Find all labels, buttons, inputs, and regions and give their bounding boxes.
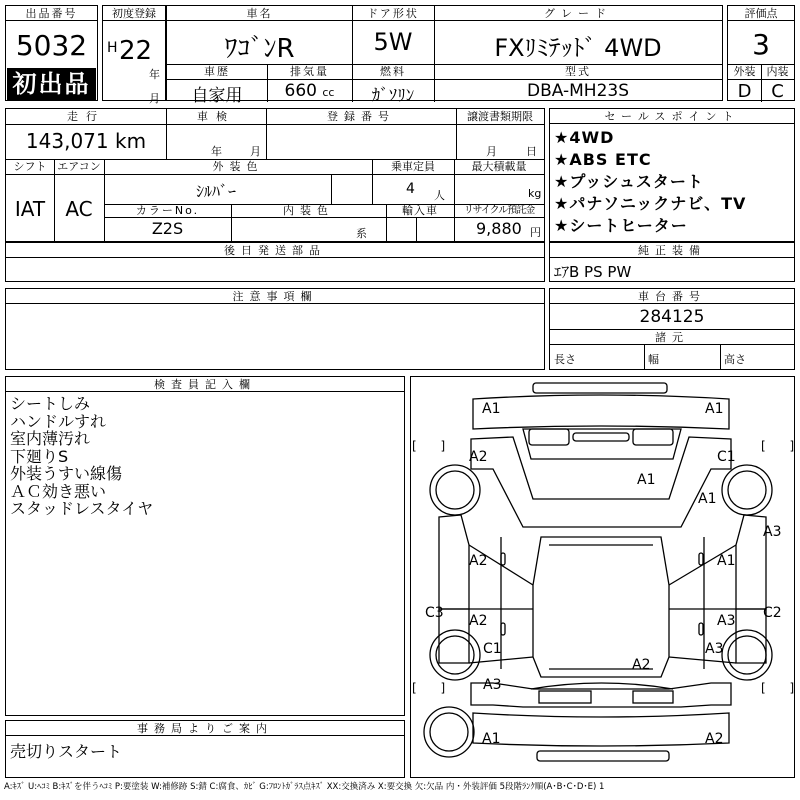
damage-mark: A2 xyxy=(469,553,488,569)
shift: IAT xyxy=(14,197,46,221)
equipment-box xyxy=(549,242,795,282)
exterior-color: ｼﾙﾊﾞｰ xyxy=(195,182,236,201)
empty-bracket: [ ] xyxy=(761,439,795,453)
notes-box xyxy=(5,288,545,370)
month-unit: 月 xyxy=(149,92,160,105)
inspector-note: シートしみ xyxy=(10,394,91,413)
capacity-label: 乗車定員 xyxy=(391,160,435,173)
car-diagram xyxy=(411,377,794,777)
damage-mark: A3 xyxy=(717,613,736,629)
inspector-label: 検査員記入欄 xyxy=(6,377,404,392)
inspector-note: スタッドレスタイヤ xyxy=(10,499,154,518)
capacity-unit: 人 xyxy=(434,189,445,202)
equipment-value: ｴｱB PS PW xyxy=(554,263,632,281)
fuel-label: 燃料 xyxy=(380,65,406,78)
reg-number-label: 登録番号 xyxy=(327,110,395,123)
sales-point-item: ★ABS ETC xyxy=(554,150,652,169)
color-number: Z2S xyxy=(151,219,184,238)
year-unit: 年 xyxy=(149,68,160,81)
interior-label: 内装 xyxy=(766,65,789,78)
history-label: 車歴 xyxy=(204,65,230,78)
interior-color-label: 内装色 xyxy=(283,204,334,217)
empty-bracket: [ ] xyxy=(412,439,446,453)
color-number-label: カラーNo. xyxy=(135,204,200,217)
era-letter: H xyxy=(107,40,118,56)
main-spec-box xyxy=(166,5,723,106)
transfer-month-unit: 月 xyxy=(486,145,497,158)
equipment-label: 純正装備 xyxy=(550,243,794,258)
inspector-note: ハンドルすれ xyxy=(10,411,107,431)
damage-mark: A1 xyxy=(705,401,724,417)
detail-grid xyxy=(5,108,545,242)
sales-points-label: セールスポイント xyxy=(550,109,794,124)
grade: FXﾘﾐﾃｯﾄﾞ 4WD xyxy=(494,34,662,62)
score: 3 xyxy=(752,28,770,61)
sales-points-list xyxy=(554,127,746,237)
recycle-amount: 9,880 xyxy=(476,219,522,238)
exterior-grade: D xyxy=(737,81,752,102)
car-name-label: 車名 xyxy=(167,6,352,21)
capacity: 4 xyxy=(406,181,415,197)
door-type: 5W xyxy=(373,28,413,56)
grade-label: グレード xyxy=(434,6,722,21)
interior-grade: C xyxy=(771,81,784,102)
fuel: ｶﾞｿﾘﾝ xyxy=(371,86,415,106)
lot-number-box xyxy=(5,5,98,101)
displacement xyxy=(267,81,352,101)
door-type-label: ドア形状 xyxy=(352,6,434,21)
inspection-label: 車検 xyxy=(197,110,235,123)
inspector-note: 外装うすい線傷 xyxy=(10,464,123,483)
exterior-color-label: 外装色 xyxy=(212,160,264,173)
damage-mark: A3 xyxy=(483,677,502,693)
footer-legend: A:ｷｽﾞ U:ﾍｺﾐ B:ｷｽﾞを伴うﾍｺﾐ P:要塗装 W:補修跡 S:錆 C:腐食、ｶﾋﾞ G:ﾌﾛﾝﾄｶﾞﾗｽ点ｷｽﾞ XX:交換済み X:要交換 欠:欠品 内・外装評価 5段階ﾗﾝｸ順(A･B･C･D･E) 1 xyxy=(4,782,605,792)
width-label: 幅 xyxy=(648,353,659,366)
inspector-notes-list xyxy=(10,395,153,518)
ac-label: エアコン xyxy=(57,160,101,173)
chassis-number: 284125 xyxy=(639,307,705,327)
sales-point-item: ★プッシュスタート xyxy=(554,172,704,191)
score-label: 評価点 xyxy=(728,6,794,21)
air-conditioner: AC xyxy=(65,197,93,221)
first-listing-badge xyxy=(7,68,96,100)
transfer-label: 譲渡書類期限 xyxy=(467,110,533,123)
sales-point-item: ★シートヒーター xyxy=(554,216,688,235)
dimensions-label: 諸元 xyxy=(550,330,794,345)
damage-mark: C2 xyxy=(763,605,782,621)
damage-mark: C3 xyxy=(425,605,444,621)
office-label: 事務局よりご案内 xyxy=(6,721,404,736)
shift-label: シフト xyxy=(13,160,47,173)
length-label: 長さ xyxy=(554,353,576,366)
office-box xyxy=(5,720,405,778)
transfer-day-unit: 日 xyxy=(526,145,537,158)
exterior-label: 外装 xyxy=(733,65,756,78)
recycle-unit: 円 xyxy=(530,226,541,239)
mileage-label: 走行 xyxy=(67,110,105,123)
office-message: 売切りスタート xyxy=(10,742,123,761)
damage-mark: A1 xyxy=(637,472,656,488)
damage-mark: A1 xyxy=(482,731,501,747)
recycle-label: リサイクル預託金 xyxy=(463,205,535,216)
mileage: 143,071 km xyxy=(25,129,147,153)
damage-mark: C1 xyxy=(717,449,736,465)
sales-point-item: ★パナソニックナビ、TV xyxy=(554,194,747,213)
chassis-label: 車台番号 xyxy=(550,289,794,304)
history: 自家用 xyxy=(191,86,243,106)
inspector-note: 室内薄汚れ xyxy=(10,429,91,448)
inspector-note: ＡＣ効き悪い xyxy=(10,481,107,501)
displacement-value: 660 xyxy=(284,81,317,101)
first-registration-label: 初度登録 xyxy=(103,6,165,21)
load-unit: kg xyxy=(528,187,542,200)
lot-number: 5032 xyxy=(15,29,88,62)
import-label: 輸入車 xyxy=(402,204,438,217)
inspection-month-unit: 月 xyxy=(250,145,261,158)
later-parts-box xyxy=(5,242,545,282)
first-listing-text: 初出品 xyxy=(12,70,91,98)
displacement-label: 排気量 xyxy=(290,65,329,78)
notes-label: 注意事項欄 xyxy=(6,289,544,304)
car-name: ﾜｺﾞﾝR xyxy=(224,34,295,64)
damage-mark: C1 xyxy=(483,641,502,657)
empty-bracket: [ ] xyxy=(412,681,446,695)
damage-mark: A3 xyxy=(763,524,782,540)
damage-mark: A2 xyxy=(469,613,488,629)
chassis-box xyxy=(549,288,795,370)
damage-mark: A3 xyxy=(705,641,724,657)
registration-year: 22 xyxy=(119,36,153,66)
height-label: 高さ xyxy=(724,353,746,366)
damage-mark: A2 xyxy=(705,731,724,747)
inspector-box xyxy=(5,376,405,716)
damage-mark: A2 xyxy=(632,657,651,673)
inspection-year-unit: 年 xyxy=(211,145,222,158)
score-box xyxy=(727,5,795,101)
inspector-note: 下廻りS xyxy=(10,446,69,466)
max-load-label: 最大積載量 xyxy=(471,160,527,173)
damage-map-box xyxy=(410,376,795,778)
sales-points-box xyxy=(549,108,795,242)
empty-bracket: [ ] xyxy=(761,681,795,695)
damage-mark: A1 xyxy=(482,401,501,417)
damage-mark: A1 xyxy=(698,491,717,507)
interior-color-suffix: 系 xyxy=(356,227,367,240)
model: DBA-MH23S xyxy=(526,81,630,101)
lot-number-label: 出品番号 xyxy=(6,6,97,21)
damage-mark: A2 xyxy=(469,449,488,465)
first-registration-box xyxy=(102,5,166,105)
displacement-unit: cc xyxy=(322,86,335,99)
damage-mark: A1 xyxy=(717,553,736,569)
later-parts-label: 後日発送部品 xyxy=(6,243,544,258)
model-label: 型式 xyxy=(565,65,591,78)
sales-point-item: ★4WD xyxy=(554,128,615,147)
